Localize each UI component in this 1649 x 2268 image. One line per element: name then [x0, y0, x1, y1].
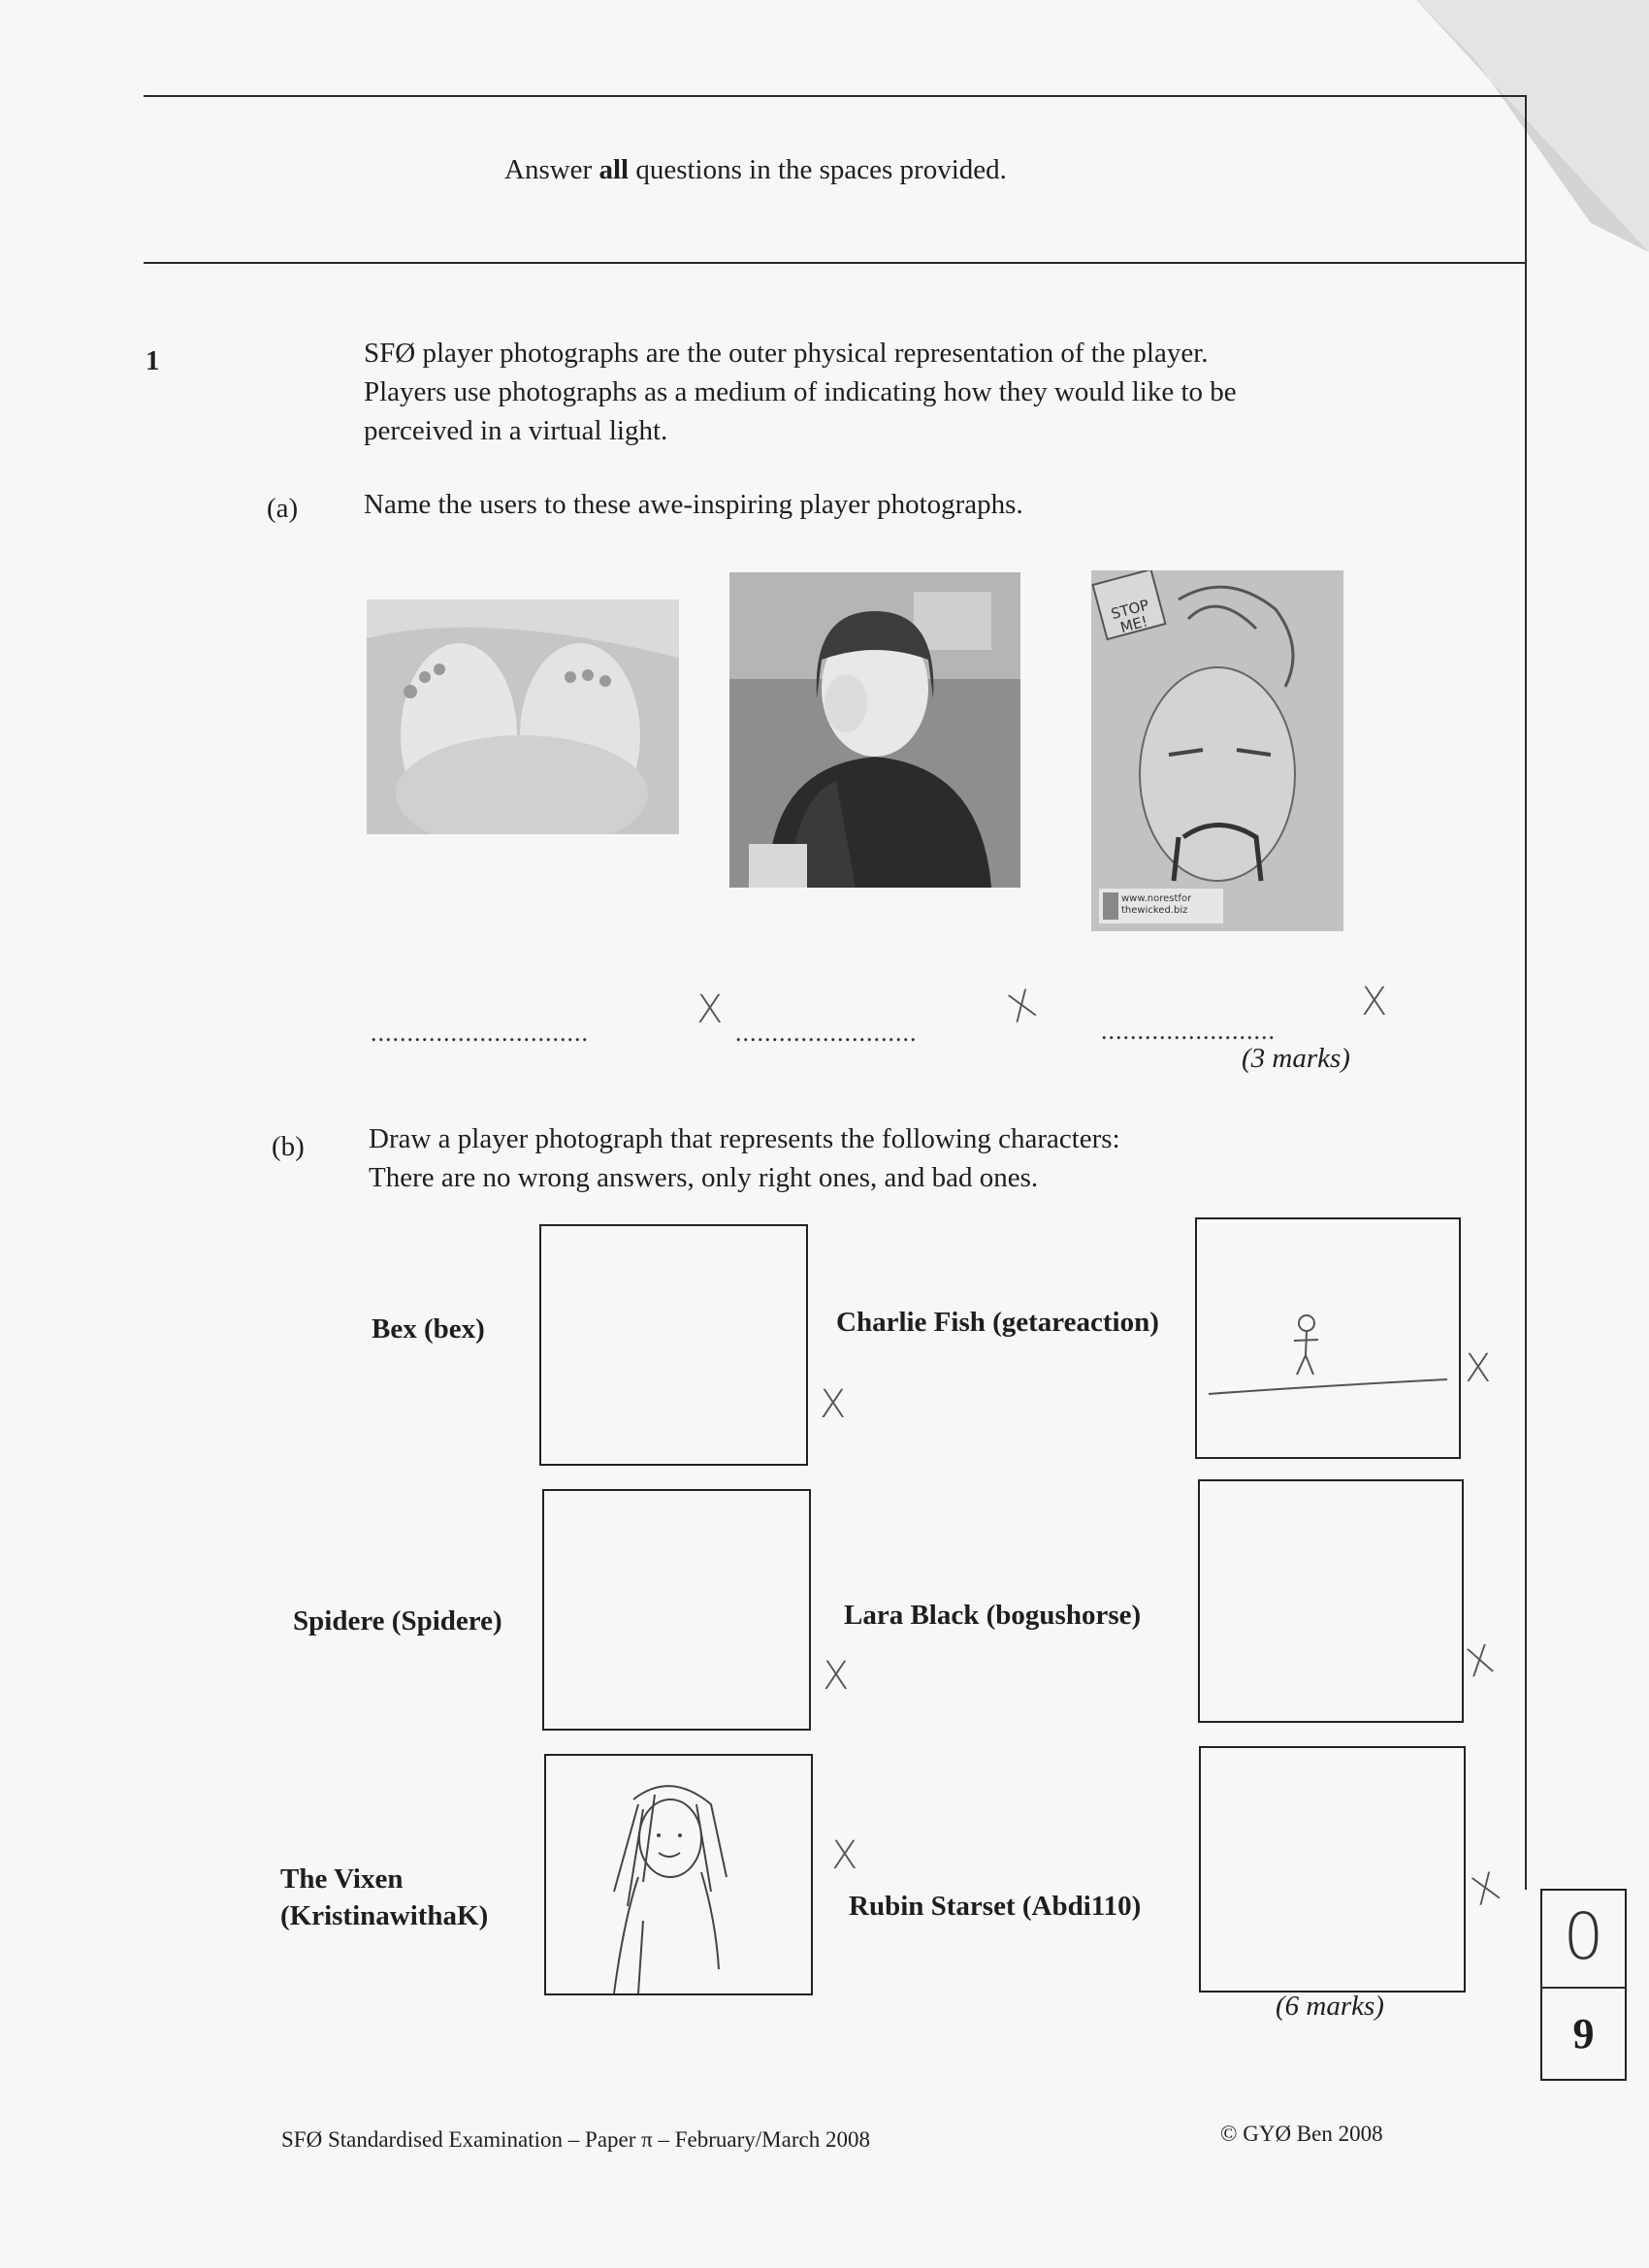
character-bex: Bex (bex) [372, 1313, 485, 1345]
mark-the-vixen: X [831, 1833, 858, 1878]
intro-line: SFØ player photographs are the outer physical representation of the player. [364, 338, 1209, 369]
answer-line-3[interactable]: ........................ [1101, 1017, 1276, 1045]
player-photo-person [729, 572, 1020, 888]
part-a-label: (a) [267, 493, 299, 524]
answer-line-2[interactable]: ......................... [735, 1019, 918, 1047]
character-name-line1: The Vixen [280, 1863, 404, 1895]
drawing-box-rubin-starset[interactable] [1199, 1746, 1466, 1993]
character-name-line2: (KristinawithaK) [280, 1900, 489, 1931]
score-awarded: 0 [1563, 1899, 1604, 1974]
drawing-box-bex[interactable] [539, 1224, 808, 1466]
drawing-box-spidere[interactable] [542, 1489, 811, 1731]
intro-line: Players use photographs as a medium of indicating how they would like to be [364, 376, 1237, 407]
person-image [729, 572, 1020, 888]
character-the-vixen [280, 1861, 488, 1934]
drawing-box-the-vixen[interactable] [544, 1754, 813, 1995]
score-total: 9 [1572, 2010, 1595, 2057]
drawing-box-lara-black[interactable] [1198, 1479, 1464, 1723]
character-spidere: Spidere (Spidere) [293, 1605, 502, 1636]
part-b-line: Draw a player photograph that represents the following characters: [369, 1123, 1120, 1154]
header-bottom-rule [144, 262, 1526, 264]
answer-mark-1: X [696, 988, 724, 1032]
score-divider [1540, 1987, 1627, 1989]
face-sketch [546, 1756, 811, 1993]
stick-figure-sketch [1197, 1219, 1459, 1457]
question-number: 1 [146, 345, 160, 376]
photo3-caption [1121, 893, 1191, 917]
answer-line-1[interactable]: .............................. [371, 1019, 589, 1047]
answer-mark-3: X [1361, 980, 1388, 1024]
question-intro [364, 334, 1237, 450]
character-lara-black: Lara Black (bogushorse) [844, 1600, 1142, 1631]
drawing-box-charlie-fish[interactable] [1195, 1217, 1461, 1459]
right-margin-line [1525, 95, 1527, 1890]
page-curl [1416, 0, 1649, 252]
character-charlie-fish: Charlie Fish (getareaction) [836, 1307, 1159, 1338]
mark-lara-black: X [1461, 1636, 1499, 1687]
photo3-caption-line1: www.norestfor [1121, 893, 1192, 904]
answer-mark-2: X [1001, 981, 1043, 1033]
character-rubin-starset: Rubin Starset (Abdi110) [849, 1891, 1142, 1922]
mark-bex: X [820, 1382, 847, 1427]
footer-right: © GYØ Ben 2008 [1220, 2122, 1383, 2146]
mark-spidere: X [823, 1654, 850, 1699]
part-a-text: Name the users to these awe-inspiring player photographs. [364, 489, 1023, 520]
part-b-label: (b) [272, 1131, 305, 1162]
intro-line: perceived in a virtual light. [364, 415, 668, 446]
part-a-marks: (3 marks) [1242, 1043, 1350, 1074]
part-b-line: There are no wrong answers, only right ones, and bad ones. [369, 1162, 1039, 1193]
part-b-text [369, 1119, 1120, 1197]
feet-image [367, 599, 679, 834]
header-top-rule [144, 95, 1526, 97]
mark-rubin-starset: X [1465, 1863, 1506, 1916]
player-photo-feet [367, 599, 679, 834]
part-b-marks: (6 marks) [1276, 1991, 1384, 2022]
footer-left: SFØ Standardised Examination – Paper π – February/March 2008 [281, 2127, 870, 2152]
photo3-caption-line2: thewicked.biz [1121, 905, 1188, 916]
mark-charlie-fish: X [1465, 1346, 1492, 1391]
photo3-sign-text: STOP ME! [1109, 596, 1151, 637]
instruction: Answer all questions in the spaces provided. [504, 154, 1007, 185]
